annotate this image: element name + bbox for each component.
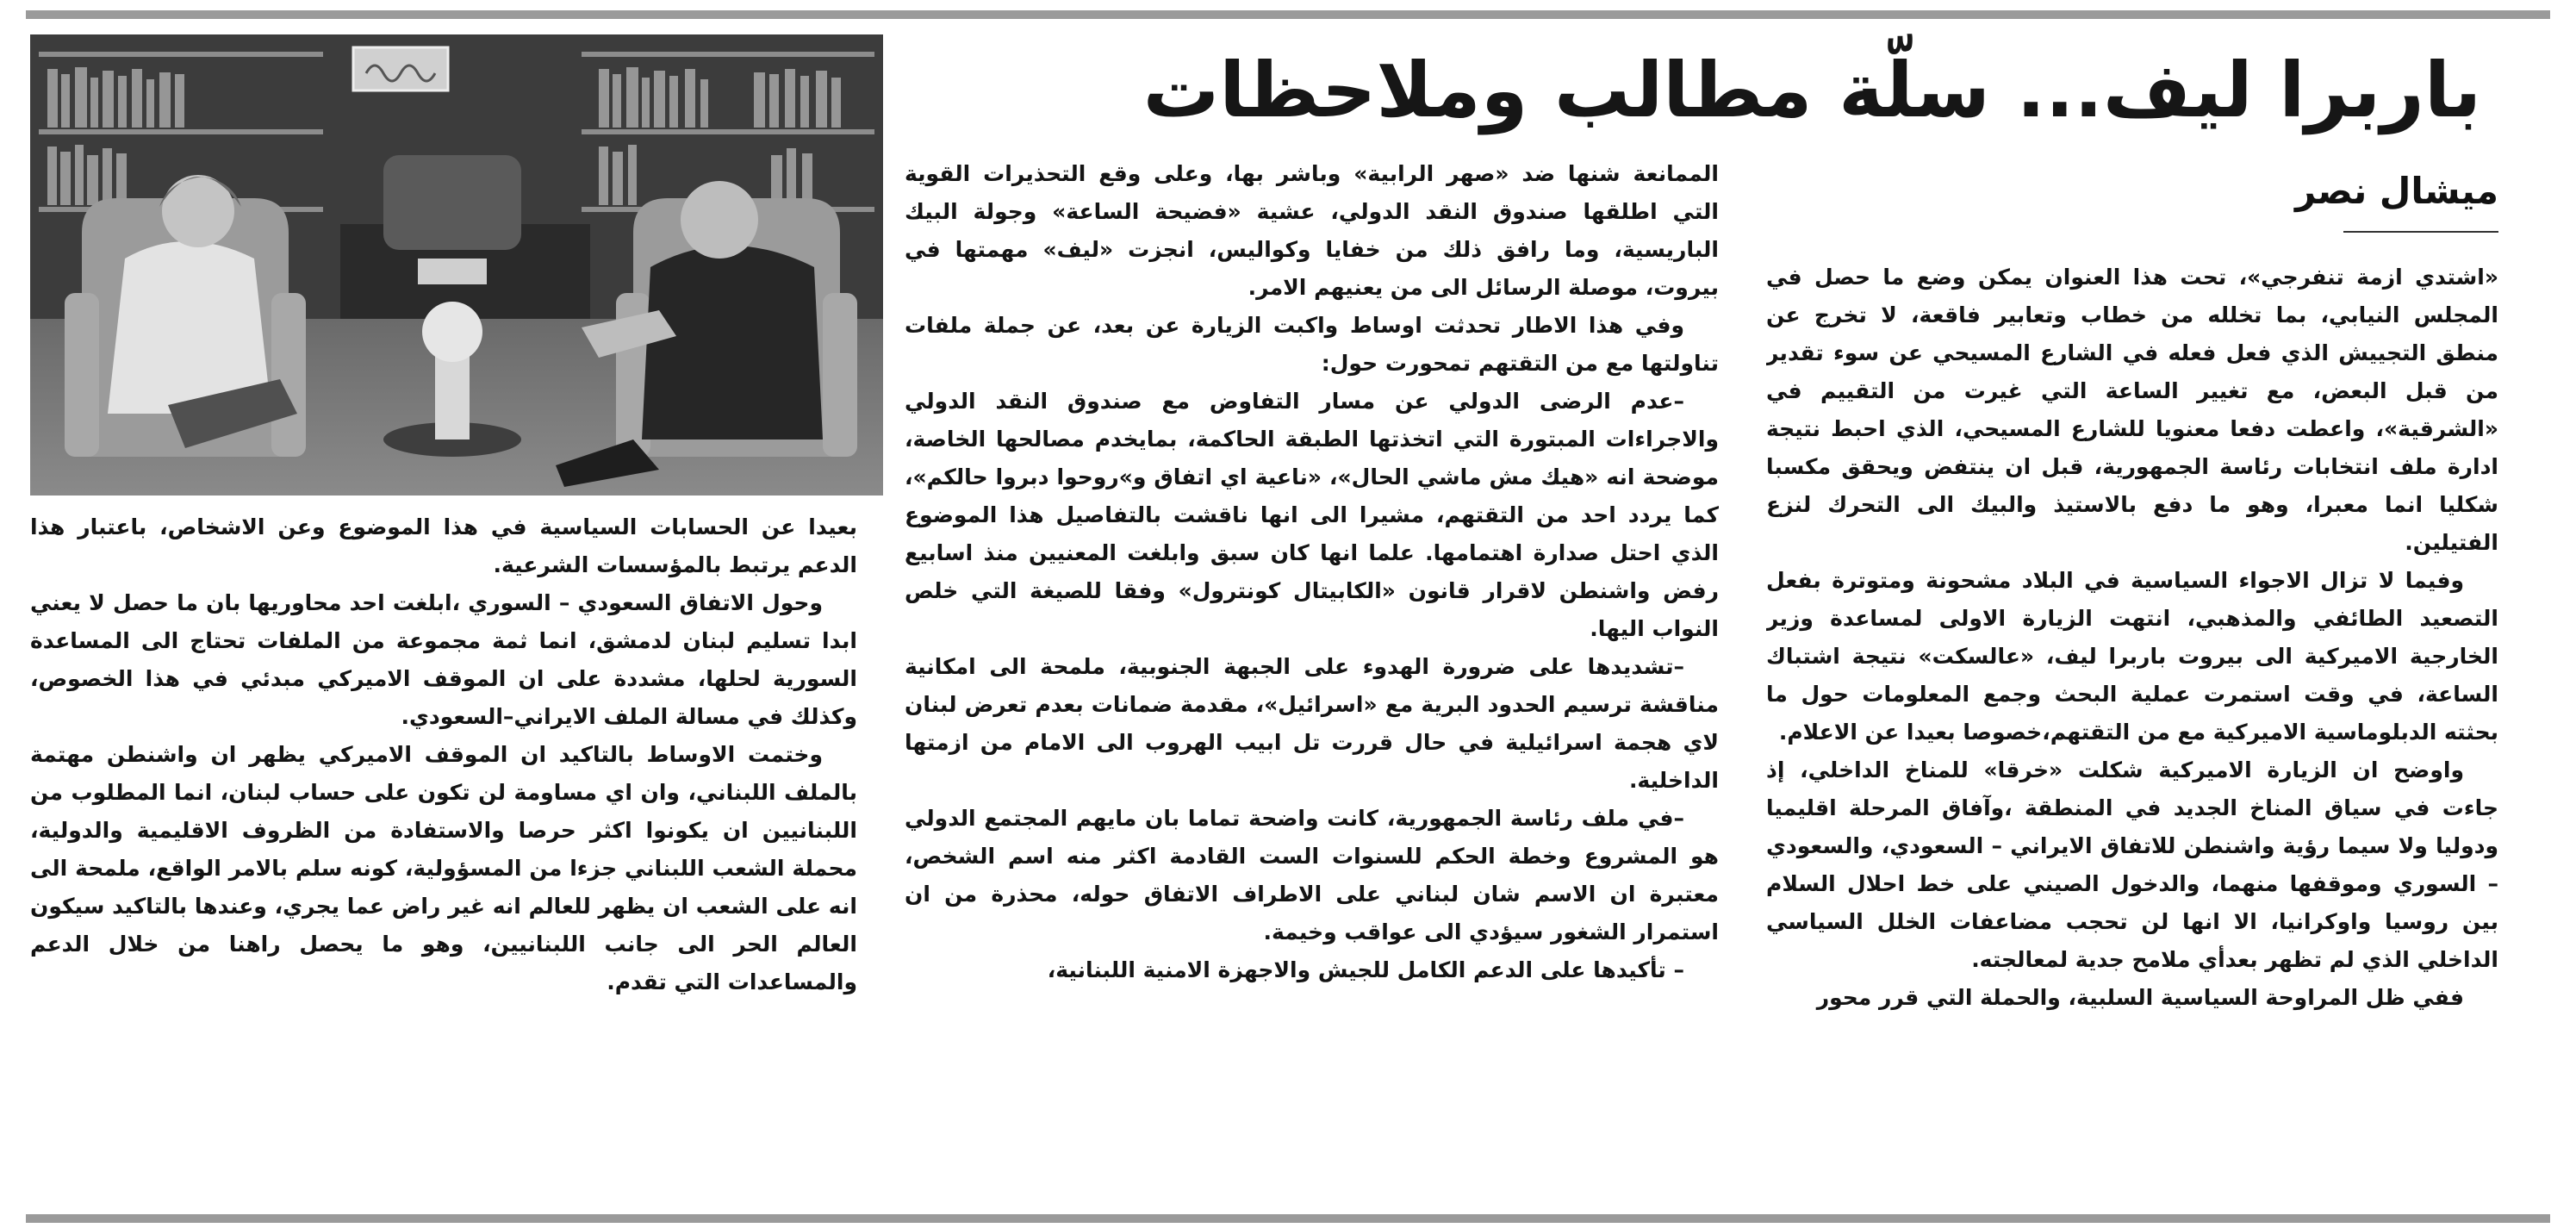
- paragraph: ففي ظل المراوحة السياسية السلبية، والحملة التي قرر محور: [1816, 985, 2464, 1010]
- paragraph: –في ملف رئاسة الجمهورية، كانت واضحة تماما بان مايهم المجتمع الدولي هو المشروع وخطة الحكم للسنوات الست القادمة اكثر منه اسم الشخص، معتبرة ان الاسم شان لبناني على الاطراف الاتفاق حوله، محذرة من ان استمرار الشغور سيؤدي الى عواقب وخيمة.: [905, 806, 1719, 944]
- article-photo: [30, 34, 883, 496]
- paragraph: – تأكيدها على الدعم الكامل للجيش والاجهزة الامنية اللبنانية،: [1047, 957, 1684, 982]
- top-rule: [26, 10, 2550, 19]
- paragraph: وفي هذا الاطار تحدثت اوساط واكبت الزيارة عن بعد، عن جملة ملفات تناولتها مع من التقتهم تمحورت حول:: [905, 313, 1719, 376]
- paragraph: وفيما لا تزال الاجواء السياسية في البلاد مشحونة ومتوترة بفعل التصعيد الطائفي والمذهبي، انتهت الزيارة الاولى لمساعدة وزير الخارجية الاميركية الى بيروت باربرا ليف، «عالسكت» نتيجة اشتباك الساعة، في وقت استمرت عملية البحث وجمع المعلومات حول ما بحثته الدبلوماسية الاميركية مع من التقتهم،خصوصا بعيدا عن الاعلام.: [1766, 568, 2498, 745]
- article-column-right: [1766, 259, 2498, 1198]
- paragraph: وحول الاتفاق السعودي – السوري ،ابلغت احد محاوريها بان ما حصل لا يعني ابدا تسليم لبنان لدمشق، انما ثمة مجموعة من الملفات تحتاج الى المساعدة السورية لحلها، مشددة على ان الموقف الاميركي مبدئي في هذا الخصوص، وكذلك في مسالة الملف الايراني–السعودي.: [30, 590, 857, 729]
- paragraph: واوضح ان الزيارة الاميركية شكلت «خرقا» للمناخ الداخلي، إذ جاءت في سياق المناخ الجديد في المنطقة ،وآفاق المرحلة اقليميا ودوليا ولا سيما رؤية واشنطن للاتفاق الايراني – السعودي، والسعودي – السوري وموقفها منهما، والدخول الصيني على خط احلال السلام بين روسيا واوكرانيا، الا انها لن تحجب مضاعفات الخلل السياسي الداخلي الذي لم تظهر بعدأي ملامح جدية لمعالجته.: [1766, 757, 2498, 972]
- paragraph: «اشتدي ازمة تنفرجي»، تحت هذا العنوان يمكن وضع ما حصل في المجلس النيابي، بما تخلله من خطاب وتعابير فاقعة، لا تخرج عن منطق التجييش الذي فعل فعله في الشارع المسيحي عن سوء تقدير من قبل البعض، مع تغيير الساعة التي غيرت من التقييم في «الشرقية»، واعطت دفعا معنويا للشارع المسيحي، الذي احبط نتيجة ادارة ملف انتخابات رئاسة الجمهورية، قبل ان ينتفض ويحقق مكسبا شكليا انما معبرا، وهو ما دفع بالاستيذ والبيك الى التحرك لنزع الفتيلين.: [1766, 265, 2498, 555]
- headline: باربرا ليف... سلّة مطالب وملاحظات: [1142, 46, 2481, 134]
- paragraph: وختمت الاوساط بالتاكيد ان الموقف الاميركي يظهر ان واشنطن مهتمة بالملف اللبناني، وان اي مساومة لن تكون على حساب لبنان، انما المطلوب من اللبنانيين ان يكونوا اكثر حرصا والاستفادة من الظروف الاقليمية والدولية، محملة الشعب اللبناني جزءا من المسؤولية، كونه سلم بالامر الواقع، ملمحة الى انه على الشعب ان يظهر للعالم انه غير راض عما يجري، وعندها بالتاكيد سيكون العالم الحر الى جانب اللبنانيين، وهو ما يحصل راهنا من خلال الدعم والمساعدات التي تقدم.: [30, 742, 857, 994]
- paragraph: بعيدا عن الحسابات السياسية في هذا الموضوع وعن الاشخاص، باعتبار هذا الدعم يرتبط بالمؤسسات الشرعية.: [30, 514, 857, 577]
- paragraph: الممانعة شنها ضد «صهر الرابية» وباشر بها، وعلى وقع التحذيرات القوية التي اطلقها صندوق النقد الدولي، عشية «فضيحة الساعة» وجولة البيك الباريسية، وما رافق ذلك من خفايا وكواليس، انجزت «ليف» مهمتها في بيروت، موصلة الرسائل الى من يعنيهم الامر.: [905, 161, 1719, 300]
- paragraph: –عدم الرضى الدولي عن مسار التفاوض مع صندوق النقد الدولي والاجراءات المبتورة التي اتخذتها الطبقة الحاكمة، بمايخدم مصالحها الخاصة، موضحة انه «هيك مش ماشي الحال»، «ناعية اي اتفاق و»روحوا دبروا حالكم»، كما يردد احد من التقتهم، مشيرا الى انها ناقشت بالتفاصيل هذا الموضوع الذي احتل صدارة اهتمامها. علما انها كان سبق وابلغت المعنيين منذ اسابيع رفض واشنطن لاقرار قانون «الكابيتال كونترول» وفقا للصيغة التي خلص النواب اليها.: [905, 389, 1719, 641]
- bottom-rule: [26, 1214, 2550, 1223]
- paragraph: –تشديدها على ضرورة الهدوء على الجبهة الجنوبية، ملمحة الى امكانية مناقشة ترسيم الحدود البرية مع «اسرائيل»، مقدمة ضمانات بعدم تعرض لبنان لاي هجمة اسرائيلية في حال قررت تل ابيب الهروب الى الامام من ازمتها الداخلية.: [905, 654, 1719, 793]
- byline-rule: [2343, 231, 2498, 233]
- article-column-left: [30, 508, 857, 1198]
- byline: ميشال نصر: [2294, 170, 2498, 212]
- article-column-middle: [905, 155, 1719, 1198]
- meeting-photo: [30, 34, 883, 496]
